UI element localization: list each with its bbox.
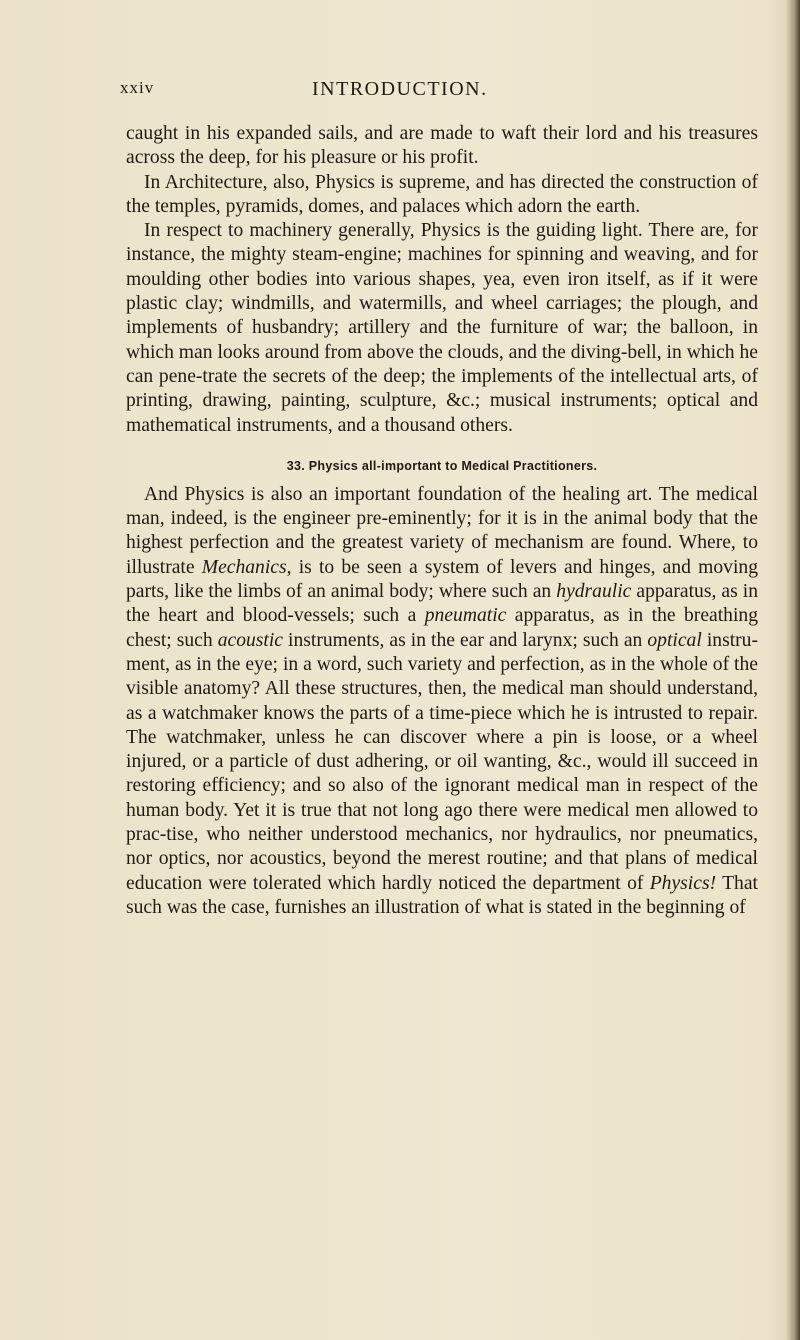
text-run: instru-ment, as in the eye; in a word, such variety and perfection, as in the whole of the visible anatomy? All these structures, then, the medical man should understand, as a watchmaker knows the parts of a time-piece which he is intrusted to repair. The watchmaker, unless he can discover where a pin is loose, or a wheel injured, or a particle of dust adhering, or oil wanting, &c., would ill succeed in restoring efficiency; and so also of the ignorant medical man in respect of the human body. Yet it is true that not long ago there were medical men allowed to prac-tise, who neither understood mechanics, nor hydraulics, nor pneumatics, nor optics, nor acoustics, beyond the merest routine; and that plans of medical education were tolerated which hardly noticed the department of [126,629,758,894]
page-number: xxiv [120,78,155,97]
section-heading: 33. Physics all-important to Medical Practitioners. [286,458,598,473]
text-run: That such was the case, furnishes an illustration of what is stated in the beginning of [126,872,758,918]
italic-term-hydraulic: hydraulic [556,581,632,603]
text-run: And Physics is also an important foundation of the healing art. The medical man, indeed, is the engineer pre-eminently; for it is in the animal body that the highest perfection and the greatest variety of mechanism are found. Where, to illustrate [126,483,758,578]
chapter-title: INTRODUCTION. [312,78,488,100]
body-text [126,122,758,920]
paragraph-continuation: caught in his expanded sails, and are made to waft their lord and his treasures across the deep, for his pleasure or his profit. [126,123,758,169]
italic-term-optical: optical [647,629,702,651]
paragraph-machinery: In respect to machinery generally, Physics is the guiding light. There are, for instance, the mighty steam-engine; machines for spinning and weaving, and for moulding other bodies into various shapes, yea, even iron itself, as if it were plastic clay; windmills, and watermills, and wheel carriages; the plough, and implements of husbandry; artillery and the furniture of war; the balloon, in which man looks around from above the clouds, and the diving-bell, in which he can pene-trate the secrets of the deep; the implements of the intellectual arts, of printing, drawing, painting, sculpture, &c.; musical instruments; optical and mathematical instruments, and a thousand others. [126,220,758,436]
running-head [120,78,752,102]
page-edge-shadow [786,0,800,1340]
text-run: , is to be seen a system of levers and hinges, and moving parts, like the limbs of an animal body; where such an [126,556,758,603]
italic-term-physics: Physics! [649,872,717,894]
text-run: apparatus, as in the breathing chest; such [126,605,759,651]
paragraph-architecture: In Architecture, also, Physics is supreme, and has directed the construction of the temples, pyramids, domes, and palaces which adorn the earth. [126,171,758,217]
paragraph-medical [126,483,758,920]
text-run: apparatus, as in the heart and blood-vessels; such a [126,581,758,627]
italic-term-mechanics: Mechanics [201,556,287,578]
italic-term-acoustic: acoustic [217,629,283,651]
italic-term-pneumatic: pneumatic [424,605,507,627]
text-run: instruments, as in the ear and larynx; such an [283,629,648,651]
